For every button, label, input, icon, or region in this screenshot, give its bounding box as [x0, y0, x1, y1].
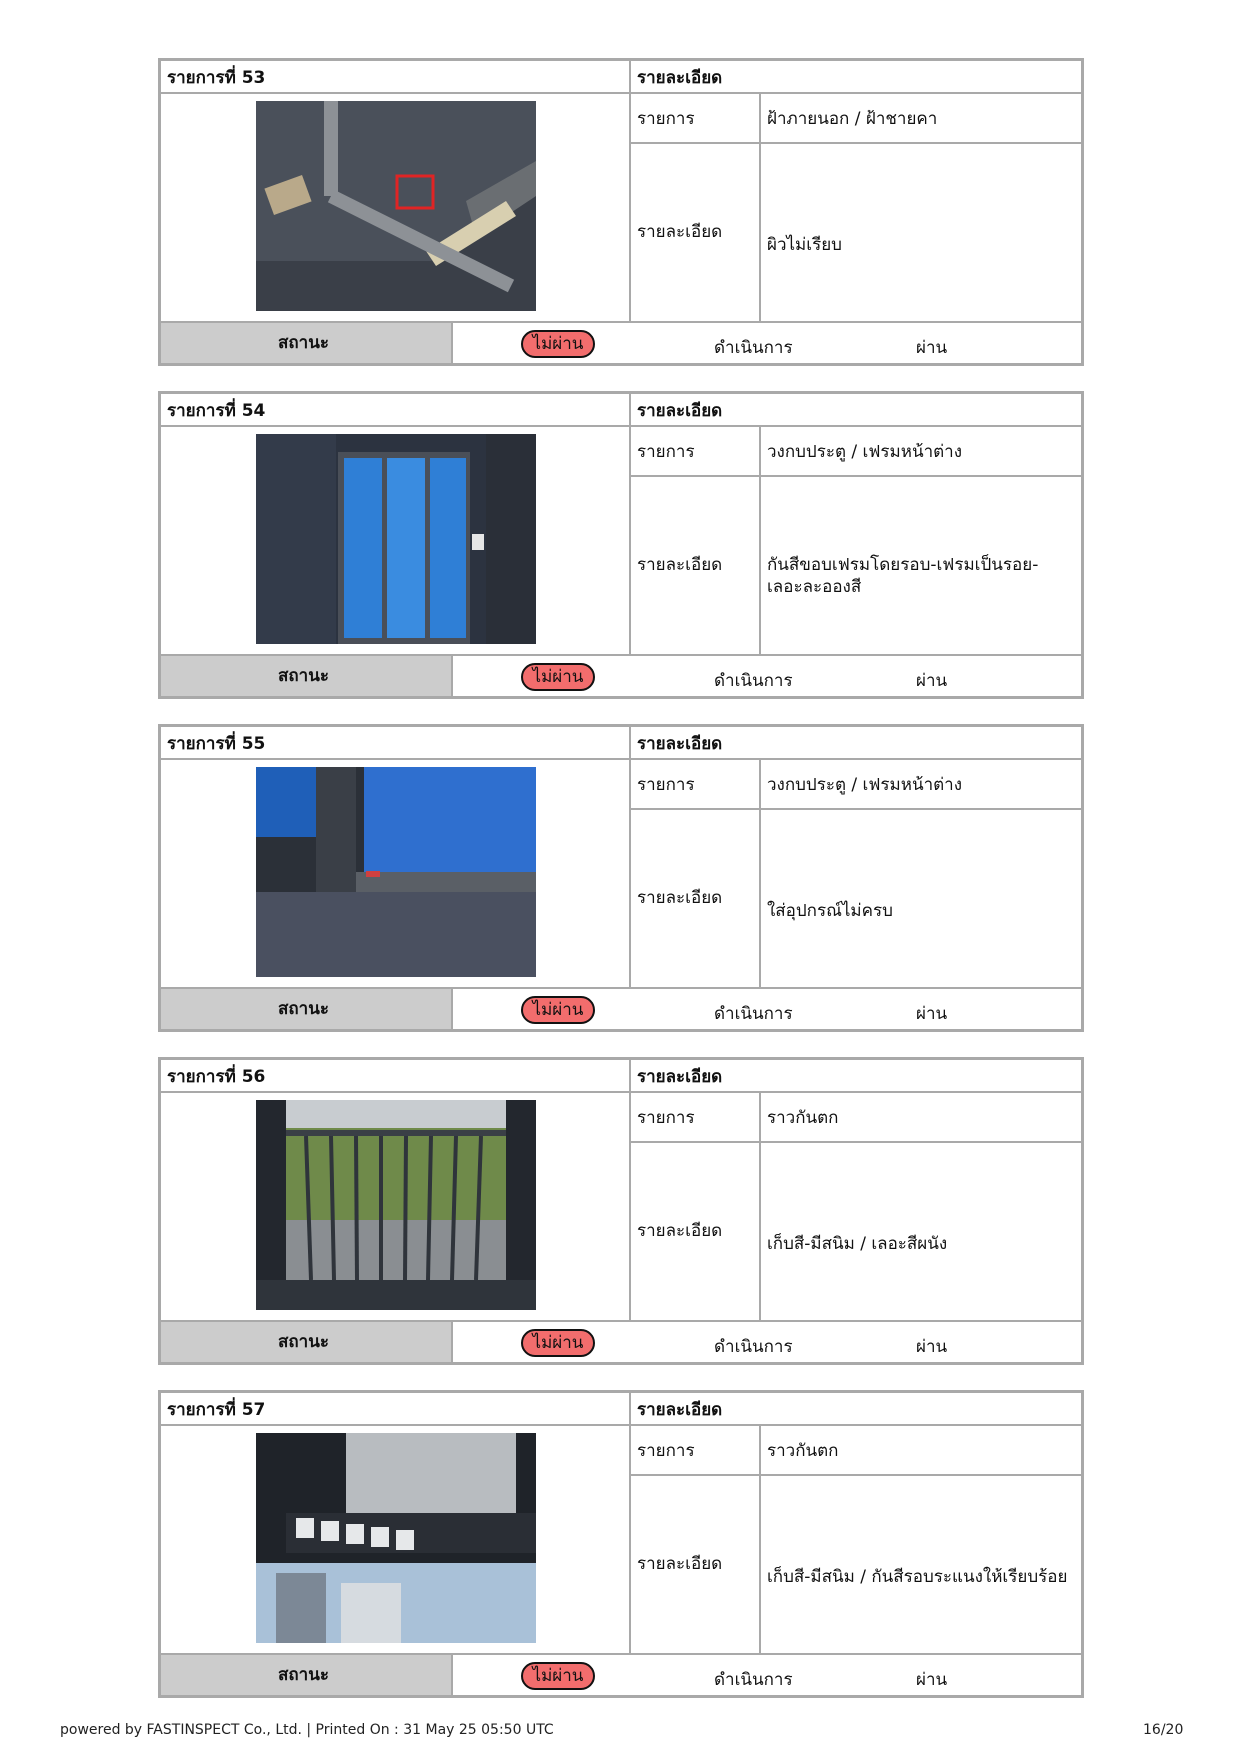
- status-fail-badge[interactable]: ไม่ผ่าน: [521, 330, 595, 358]
- item-label: รายการ: [637, 1108, 695, 1128]
- status-fail-badge[interactable]: ไม่ผ่าน: [521, 1662, 595, 1690]
- photo-cell: [161, 94, 631, 321]
- status-pass-option[interactable]: ผ่าน: [916, 1337, 948, 1357]
- item-value-cell: [761, 1093, 1081, 1143]
- item-title: รายการที่ 57: [167, 1400, 266, 1420]
- inspection-photo[interactable]: [256, 1433, 536, 1643]
- detail-header-cell: [631, 61, 1081, 94]
- inspection-photo[interactable]: [256, 434, 536, 644]
- detail-value-cell: [761, 1476, 1081, 1653]
- status-in-progress-option[interactable]: ดำเนินการ: [714, 1004, 793, 1024]
- status-row: [161, 987, 1081, 1029]
- status-label: สถานะ: [278, 666, 329, 686]
- item-value-cell: [761, 94, 1081, 144]
- status-pass-option[interactable]: ผ่าน: [916, 1670, 948, 1690]
- item-value-cell: [761, 1426, 1081, 1476]
- item-value-cell: [761, 760, 1081, 810]
- status-row: [161, 1320, 1081, 1362]
- item-label: รายการ: [637, 1441, 695, 1461]
- detail-value: เก็บสี-มีสนิม / เลอะสีผนัง: [767, 1234, 948, 1254]
- inspection-photo[interactable]: [256, 101, 536, 311]
- item-title: รายการที่ 53: [167, 68, 266, 88]
- item-title-cell: [161, 727, 631, 760]
- inspection-photo[interactable]: [256, 1100, 536, 1310]
- inspection-item-53: [158, 58, 1084, 366]
- detail-label-cell: [631, 810, 761, 987]
- inspection-item-57: [158, 1390, 1084, 1698]
- status-label-cell: [161, 1655, 453, 1695]
- detail-label: รายละเอียด: [637, 1554, 723, 1574]
- status-label: สถานะ: [278, 1332, 329, 1352]
- detail-value: ผิวไม่เรียบ: [767, 235, 842, 255]
- status-label: สถานะ: [278, 999, 329, 1019]
- detail-header: รายละเอียด: [637, 734, 723, 754]
- item-label-cell: [631, 1426, 761, 1476]
- detail-header-cell: [631, 727, 1081, 760]
- status-label-cell: [161, 1322, 453, 1362]
- detail-label-cell: [631, 477, 761, 654]
- status-in-progress-option[interactable]: ดำเนินการ: [714, 1670, 793, 1690]
- item-label: รายการ: [637, 775, 695, 795]
- item-value: วงกบประตู / เฟรมหน้าต่าง: [767, 442, 963, 462]
- item-label: รายการ: [637, 442, 695, 462]
- item-value: ราวกันตก: [767, 1108, 839, 1128]
- detail-header: รายละเอียด: [637, 1067, 723, 1087]
- detail-value: กันสีขอบเฟรมโดยรอบ-เฟรมเป็นรอย-เลอะละอองสี: [767, 555, 1039, 597]
- detail-header: รายละเอียด: [637, 68, 723, 88]
- detail-label: รายละเอียด: [637, 555, 723, 575]
- status-fail-badge[interactable]: ไม่ผ่าน: [521, 1329, 595, 1357]
- detail-label-cell: [631, 1143, 761, 1320]
- detail-value-cell: [761, 810, 1081, 987]
- item-label-cell: [631, 427, 761, 477]
- item-label-cell: [631, 94, 761, 144]
- detail-label: รายละเอียด: [637, 888, 723, 908]
- photo-cell: [161, 1093, 631, 1320]
- item-title: รายการที่ 54: [167, 401, 266, 421]
- status-pass-option[interactable]: ผ่าน: [916, 1004, 948, 1024]
- photo-cell: [161, 760, 631, 987]
- status-label: สถานะ: [278, 333, 329, 353]
- inspection-item-55: [158, 724, 1084, 1032]
- detail-header-cell: [631, 1393, 1081, 1426]
- item-title-cell: [161, 1060, 631, 1093]
- detail-value-cell: [761, 144, 1081, 321]
- detail-value-cell: [761, 477, 1081, 654]
- status-in-progress-option[interactable]: ดำเนินการ: [714, 1337, 793, 1357]
- item-value-cell: [761, 427, 1081, 477]
- footer-credit: powered by FASTINSPECT Co., Ltd. | Printed On : 31 May 25 05:50 UTC: [60, 1722, 554, 1738]
- inspection-item-54: [158, 391, 1084, 699]
- item-value: ฝ้าภายนอก / ฝ้าชายคา: [767, 109, 938, 129]
- status-row: [161, 321, 1081, 363]
- status-fail-badge[interactable]: ไม่ผ่าน: [521, 996, 595, 1024]
- detail-header: รายละเอียด: [637, 401, 723, 421]
- detail-label: รายละเอียด: [637, 222, 723, 242]
- status-label-cell: [161, 989, 453, 1029]
- detail-label-cell: [631, 1476, 761, 1653]
- detail-header: รายละเอียด: [637, 1400, 723, 1420]
- item-title-cell: [161, 394, 631, 427]
- status-label-cell: [161, 323, 453, 363]
- status-label-cell: [161, 656, 453, 696]
- detail-value-cell: [761, 1143, 1081, 1320]
- status-label: สถานะ: [278, 1665, 329, 1685]
- status-fail-badge[interactable]: ไม่ผ่าน: [521, 663, 595, 691]
- status-pass-option[interactable]: ผ่าน: [916, 671, 948, 691]
- detail-value: เก็บสี-มีสนิม / กันสีรอบระแนงให้เรียบร้อย: [767, 1567, 1068, 1587]
- item-title: รายการที่ 56: [167, 1067, 266, 1087]
- item-value: วงกบประตู / เฟรมหน้าต่าง: [767, 775, 963, 795]
- status-in-progress-option[interactable]: ดำเนินการ: [714, 671, 793, 691]
- item-label: รายการ: [637, 109, 695, 129]
- status-row: [161, 1653, 1081, 1695]
- detail-header-cell: [631, 394, 1081, 427]
- page-number: 16/20: [1143, 1722, 1184, 1738]
- photo-cell: [161, 427, 631, 654]
- detail-header-cell: [631, 1060, 1081, 1093]
- inspection-item-56: [158, 1057, 1084, 1365]
- item-title: รายการที่ 55: [167, 734, 266, 754]
- item-title-cell: [161, 1393, 631, 1426]
- detail-value: ใส่อุปกรณ์ไม่ครบ: [767, 901, 893, 921]
- item-label-cell: [631, 760, 761, 810]
- status-in-progress-option[interactable]: ดำเนินการ: [714, 338, 793, 358]
- item-label-cell: [631, 1093, 761, 1143]
- status-pass-option[interactable]: ผ่าน: [916, 338, 948, 358]
- photo-cell: [161, 1426, 631, 1653]
- detail-label: รายละเอียด: [637, 1221, 723, 1241]
- status-row: [161, 654, 1081, 696]
- detail-label-cell: [631, 144, 761, 321]
- inspection-photo[interactable]: [256, 767, 536, 977]
- item-value: ราวกันตก: [767, 1441, 839, 1461]
- item-title-cell: [161, 61, 631, 94]
